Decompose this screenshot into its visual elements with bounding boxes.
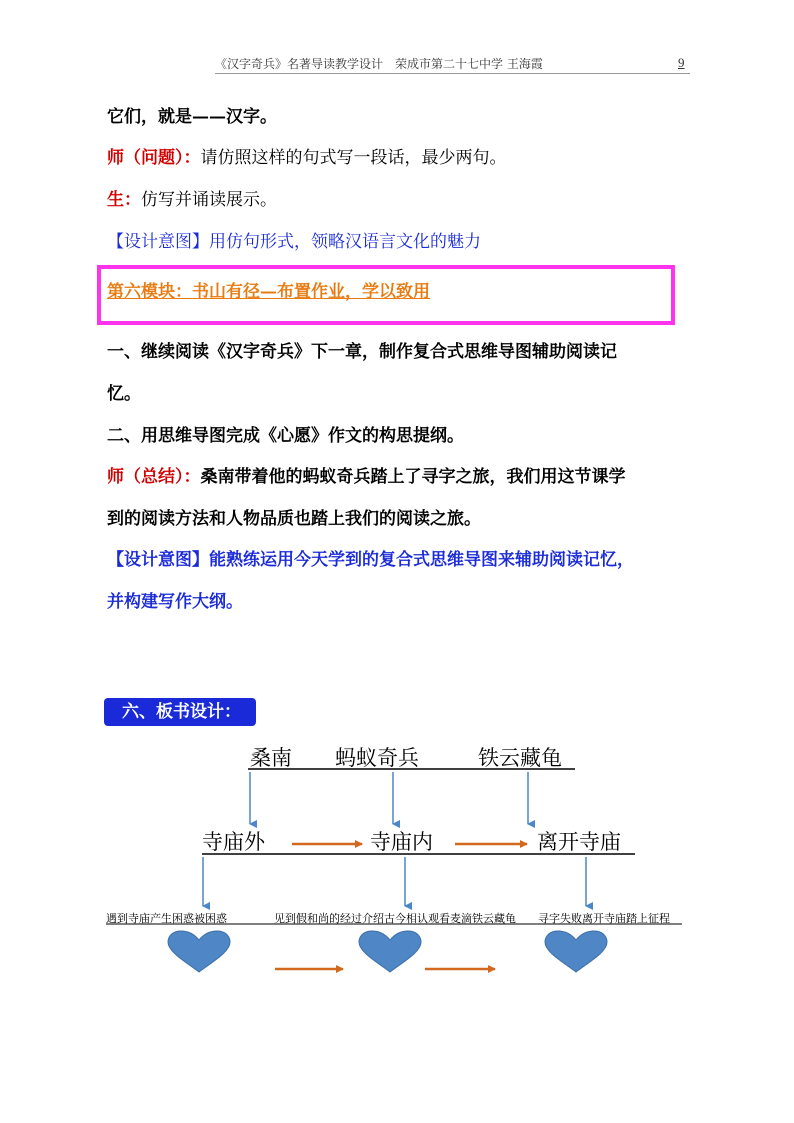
design-intent-1: 【设计意图】用仿句形式，领略汉语言文化的魅力	[107, 232, 481, 252]
teacher-summary-text-b: 到的阅读方法和人物品质也踏上我们的阅读之旅。	[107, 509, 481, 529]
homework-1-line-b: 忆。	[107, 384, 141, 404]
page-header-title: 《汉字奇兵》名著导读教学设计 荣成市第二十七中学 王海霞	[215, 57, 543, 71]
character-sangnan: 桑南	[250, 746, 292, 770]
design-intent-2-a: 【设计意图】能熟练运用今天学到的复合式思维导图来辅助阅读记忆，	[107, 550, 634, 570]
board-design-label: 六、板书设计：	[104, 698, 256, 726]
student-text: 仿写并诵读展示。	[141, 190, 277, 210]
heart-icon	[168, 931, 230, 972]
place-inside-temple: 寺庙内	[370, 830, 433, 854]
student-label: 生：	[107, 190, 141, 210]
homework-2: 二、用思维导图完成《心愿》作文的构思提纲。	[107, 426, 464, 446]
teacher-question-label: 师（问题）：	[107, 148, 201, 168]
event-3: 寻字失败离开寺庙踏上征程	[538, 912, 670, 925]
place-outside-temple: 寺庙外	[202, 830, 265, 854]
teacher-summary-text-a: 桑南带着他的蚂蚁奇兵踏上了寻字之旅，我们用这节课学	[200, 467, 626, 487]
paragraph-line1: 它们，就是——汉字。	[107, 107, 277, 127]
heart-icon	[359, 931, 421, 972]
heart-icon	[545, 931, 607, 972]
homework-1-line-a: 一、继续阅读《汉字奇兵》下一章，制作复合式思维导图辅助阅读记	[107, 342, 617, 362]
character-ant-army: 蚂蚁奇兵	[335, 746, 419, 770]
teacher-question-text: 请仿照这样的句式写一段话，最少两句。	[200, 148, 507, 168]
design-intent-2-b: 并构建写作大纲。	[107, 592, 243, 612]
event-1: 遇到寺庙产生困惑被困惑	[106, 912, 227, 925]
teacher-summary-label: 师（总结）：	[107, 467, 201, 487]
character-tieyun: 铁云藏龟	[478, 746, 562, 770]
event-2: 见到假和尚的经过介绍古今相认观看麦滴铁云藏龟	[274, 912, 516, 925]
module6-title: 第六模块：书山有径—布置作业，学以致用	[107, 282, 430, 302]
page-number: 9	[678, 55, 685, 70]
place-leave-temple: 离开寺庙	[537, 830, 621, 854]
